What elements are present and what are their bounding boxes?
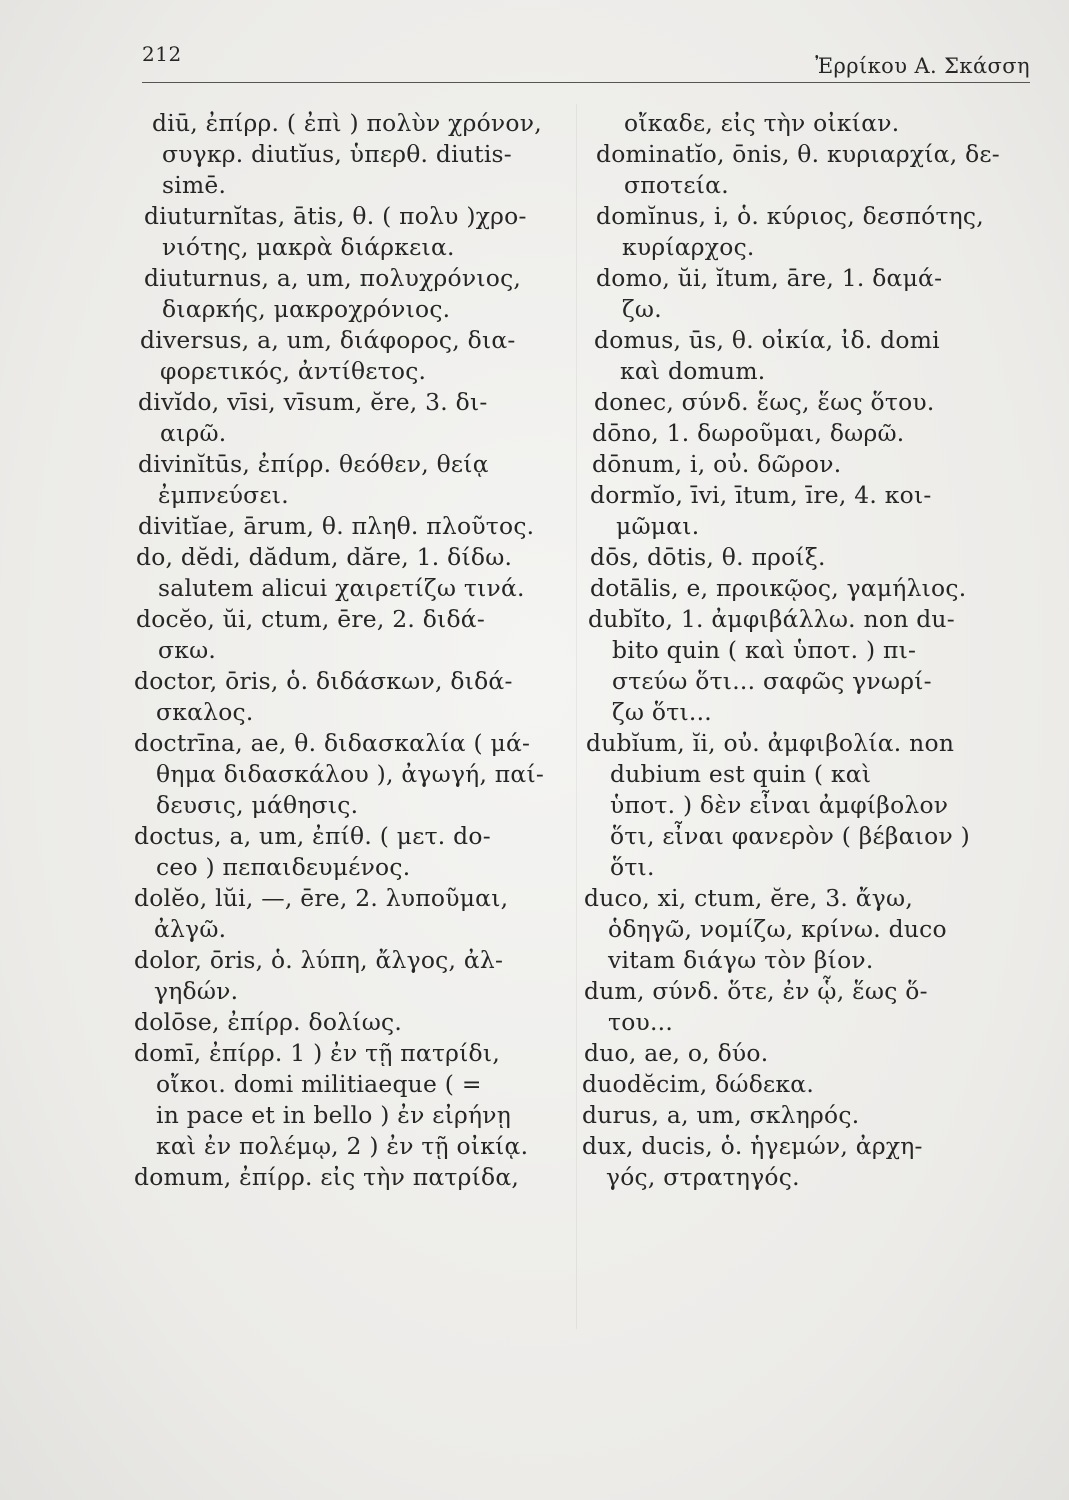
dictionary-line: doctus, a, um, ἐπίθ. ( μετ. do-: [134, 822, 491, 850]
dictionary-line: γός, στρατηγός.: [606, 1163, 800, 1191]
dictionary-line: δευσις, μάθησις.: [156, 791, 359, 819]
dictionary-line: duo, ae, o, δύο.: [584, 1039, 769, 1067]
dictionary-line: durus, a, um, σκληρός.: [582, 1101, 860, 1129]
dictionary-line: diversus, a, um, διάφορος, δια-: [140, 326, 516, 354]
dictionary-line: do, dĕdi, dădum, dăre, 1. δίδω.: [136, 543, 513, 571]
dictionary-line: σκαλος.: [156, 698, 254, 726]
dictionary-line: diū, ἐπίρρ. ( ἐπὶ ) πολὺν χρόνον,: [152, 109, 542, 137]
dictionary-line: dominatĭo, ōnis, θ. κυριαρχία, δε-: [596, 140, 1000, 168]
dictionary-line: diuturnĭtas, ātis, θ. ( πολυ )χρο-: [144, 202, 527, 230]
dictionary-line: φορετικός, ἀντίθετος.: [160, 357, 427, 385]
dictionary-line: diuturnus, a, um, πολυχρόνιος,: [144, 264, 522, 292]
header-rule: [142, 82, 1030, 83]
dictionary-line: καὶ domum.: [620, 357, 766, 385]
dictionary-line: docĕo, ŭi, ctum, ēre, 2. διδά-: [136, 605, 486, 633]
dictionary-line: bito quin ( καὶ ὑποτ. ) πι-: [612, 636, 917, 664]
dictionary-line: divitĭae, ārum, θ. πληθ. πλοῦτος.: [138, 512, 535, 540]
dictionary-line: domum, ἐπίρρ. εἰς τὴν πατρίδα,: [134, 1163, 520, 1191]
dictionary-line: doctrīna, ae, θ. διδασκαλία ( μά-: [134, 729, 531, 757]
dictionary-line: dubium est quin ( καὶ: [610, 760, 872, 788]
dictionary-line: in pace et in bello ) ἐν εἰρήνῃ: [156, 1101, 512, 1129]
dictionary-line: dōno, 1. δωροῦμαι, δωρῶ.: [592, 419, 905, 447]
dictionary-line: dotālis, e, προικῷος, γαμήλιος.: [590, 574, 967, 602]
dictionary-line: duodĕcim, δώδεκα.: [582, 1070, 815, 1098]
dictionary-line: γηδών.: [154, 977, 239, 1005]
dictionary-line: συγκρ. diutĭus, ὑπερθ. diutis-: [162, 140, 512, 168]
dictionary-line: μῶμαι.: [616, 512, 700, 540]
dictionary-line: dormĭo, īvi, ītum, īre, 4. κοι-: [590, 481, 932, 509]
dictionary-line: θημα διδασκάλου ), ἀγωγή, παί-: [156, 760, 545, 788]
dictionary-line: του...: [608, 1008, 674, 1036]
dictionary-line: ζω.: [622, 295, 662, 323]
dictionary-line: διαρκής, μακροχρόνιος.: [162, 295, 451, 323]
dictionary-line: domo, ŭi, ĭtum, āre, 1. δαμά-: [596, 264, 943, 292]
dictionary-line: salutem alicui χαιρετίζω τινά.: [158, 574, 525, 602]
dictionary-line: οἴκοι. domi militiaeque ( =: [156, 1070, 482, 1098]
dictionary-line: dōs, dōtis, θ. προίξ.: [590, 543, 826, 571]
running-head: Ἐρρίκου Α. Σκάσση: [815, 54, 1030, 78]
dictionary-line: ἐμπνεύσει.: [158, 481, 289, 509]
page-header: [142, 36, 1030, 88]
dictionary-line: ὅτι, εἶναι φανερὸν ( βέβαιον ): [610, 822, 971, 850]
dictionary-line: divĭdo, vīsi, vīsum, ĕre, 3. δι-: [138, 388, 488, 416]
dictionary-line: vitam διάγω τὸν βίον.: [608, 946, 874, 974]
dictionary-line: duco, xi, ctum, ĕre, 3. ἄγω,: [584, 884, 914, 912]
dictionary-line: donec, σύνδ. ἕως, ἕως ὅτου.: [594, 388, 935, 416]
dictionary-line: dubĭum, ĭi, οὐ. ἀμφιβολία. non: [586, 729, 955, 757]
dictionary-line: dolĕo, lŭi, —, ēre, 2. λυποῦμαι,: [134, 884, 509, 912]
dictionary-line: καὶ ἐν πολέμῳ, 2 ) ἐν τῇ οἰκίᾳ.: [156, 1132, 529, 1160]
dictionary-line: dolōse, ἐπίρρ. δολίως.: [134, 1008, 403, 1036]
dictionary-line: οἴκαδε, εἰς τὴν οἰκίαν.: [624, 109, 900, 137]
dictionary-line: νιότης, μακρὰ διάρκεια.: [162, 233, 455, 261]
dictionary-line: ὅτι.: [610, 853, 655, 881]
dictionary-line: ὑποτ. ) δὲν εἶναι ἀμφίβολον: [610, 791, 949, 819]
dictionary-line: αιρῶ.: [160, 419, 227, 447]
dictionary-line: σποτεία.: [624, 171, 729, 199]
dictionary-line: dōnum, i, οὐ. δῶρον.: [592, 450, 842, 478]
dictionary-line: dum, σύνδ. ὅτε, ἐν ᾧ, ἕως ὅ-: [584, 977, 928, 1005]
dictionary-line: σκω.: [158, 636, 217, 664]
page-number: 212: [142, 42, 182, 66]
dictionary-line: dux, ducis, ὁ. ἡγεμών, ἀρχη-: [582, 1132, 923, 1160]
dictionary-line: ἀλγῶ.: [154, 915, 227, 943]
right-column: [582, 108, 1022, 1193]
dictionary-line: domī, ἐπίρρ. 1 ) ἐν τῇ πατρίδι,: [134, 1039, 500, 1067]
column-gutter: [576, 104, 577, 1329]
dictionary-line: domĭnus, i, ὁ. κύριος, δεσπότης,: [596, 202, 984, 230]
dictionary-line: ceo ) πεπαιδευμένος.: [156, 853, 411, 881]
dictionary-line: doctor, ōris, ὁ. διδάσκων, διδά-: [134, 667, 513, 695]
dictionary-line: ὁδηγῶ, νομίζω, κρίνω. duco: [608, 915, 947, 943]
dictionary-line: στεύω ὅτι... σαφῶς γνωρί-: [612, 667, 932, 695]
dictionary-line: ζω ὅτι...: [612, 698, 712, 726]
left-column: [134, 108, 572, 1193]
dictionary-line: dubĭto, 1. ἀμφιβάλλω. non du-: [588, 605, 955, 633]
dictionary-line: divinĭtūs, ἐπίρρ. θεόθεν, θείᾳ: [138, 450, 489, 478]
dictionary-line: dolor, ōris, ὁ. λύπη, ἄλγος, ἀλ-: [134, 946, 504, 974]
dictionary-line: domus, ūs, θ. οἰκία, ἰδ. domi: [594, 326, 940, 354]
dictionary-line: κυρίαρχος.: [622, 233, 755, 261]
dictionary-line: simē.: [162, 171, 227, 199]
